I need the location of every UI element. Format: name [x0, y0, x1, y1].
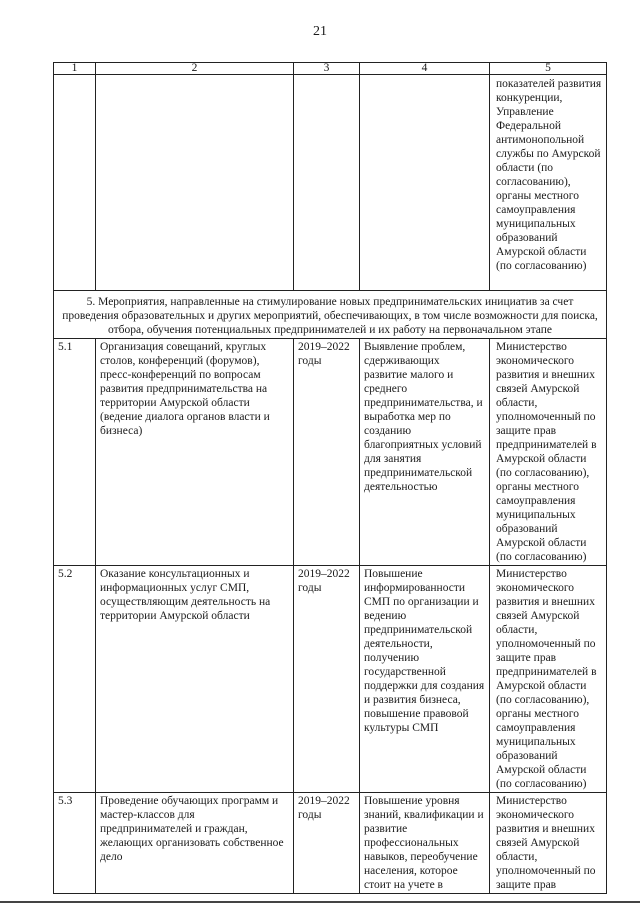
header-col-5: 5	[490, 63, 607, 75]
measure-result: Выявление проблем, сдерживающих развитие малого и среднего предпринимательства, и выработка мер по созданию благоприятных условий для занятия предпринимательской деятельностью	[360, 339, 490, 566]
measure-result: Повышение информированности СМП по организации и ведению предпринимательской деятельности, получению государственной поддержки для создания и развития бизнеса, повышение правовой культуры СМП	[360, 566, 490, 793]
responsible-text: показателей развития конкуренции, Управление Федеральной антимонопольной службы по Амурской области (по согласованию), органы местного самоуправления муниципальных образований Амурской области (по согласованию)	[496, 78, 602, 272]
measure-result: Повышение уровня знаний, квалификации и развитие профессиональных навыков, переобучение населения, которое стоит на учете в	[360, 793, 490, 894]
measure-responsible: Министерство экономического развития и внешних связей Амурской области, уполномоченный по защите прав	[490, 793, 607, 894]
cell-empty	[96, 75, 294, 291]
responsible-cell	[490, 75, 607, 291]
measure-responsible: Министерство экономического развития и внешних связей Амурской области, уполномоченный по защите прав предпринимателей в Амурской области (по согласованию), органы местного самоуправления муниципальных образований Амурской области (по согласованию)	[490, 339, 607, 566]
header-row	[54, 63, 607, 75]
measure-responsible: Министерство экономического развития и внешних связей Амурской области, уполномоченный по защите прав предпринимателей в Амурской области (по согласованию), органы местного самоуправления муниципальных образований Амурской области (по согласованию)	[490, 566, 607, 793]
page-bottom-divider	[0, 901, 640, 903]
header-col-3: 3	[294, 63, 360, 75]
cell-empty	[294, 75, 360, 291]
header-col-4: 4	[360, 63, 490, 75]
measure-period: 2019–2022 годы	[294, 339, 360, 566]
cell-empty	[54, 75, 96, 291]
measures-table	[53, 62, 607, 894]
table-row	[54, 339, 607, 566]
continuation-row	[54, 75, 607, 291]
measure-name: Проведение обучающих программ и мастер-классов для предпринимателей и граждан, желающих организовать собственное дело	[96, 793, 294, 894]
measure-period: 2019–2022 годы	[294, 566, 360, 793]
cell-empty	[360, 75, 490, 291]
table-row	[54, 566, 607, 793]
measure-name: Оказание консультационных и информационных услуг СМП, осуществляющим деятельность на территории Амурской области	[96, 566, 294, 793]
row-number: 5.3	[54, 793, 96, 894]
page-number: 21	[313, 24, 327, 39]
section-title: 5. Мероприятия, направленные на стимулирование новых предпринимательских инициатив за счет проведения образовательных и других мероприятий, обеспечивающих, в том числе возможности для поиска, отбора, обучения потенциальных предпринимателей и их работу на первоначальном этапе	[54, 291, 607, 339]
measure-name: Организация совещаний, круглых столов, конференций (форумов), пресс-конференций по вопросам развития предпринимательства на территории Амурской области (ведение диалога органов власти и бизнеса)	[96, 339, 294, 566]
header-col-2: 2	[96, 63, 294, 75]
row-number: 5.1	[54, 339, 96, 566]
measure-period: 2019–2022 годы	[294, 793, 360, 894]
section-row	[54, 291, 607, 339]
table-row	[54, 793, 607, 894]
header-col-1: 1	[54, 63, 96, 75]
row-number: 5.2	[54, 566, 96, 793]
